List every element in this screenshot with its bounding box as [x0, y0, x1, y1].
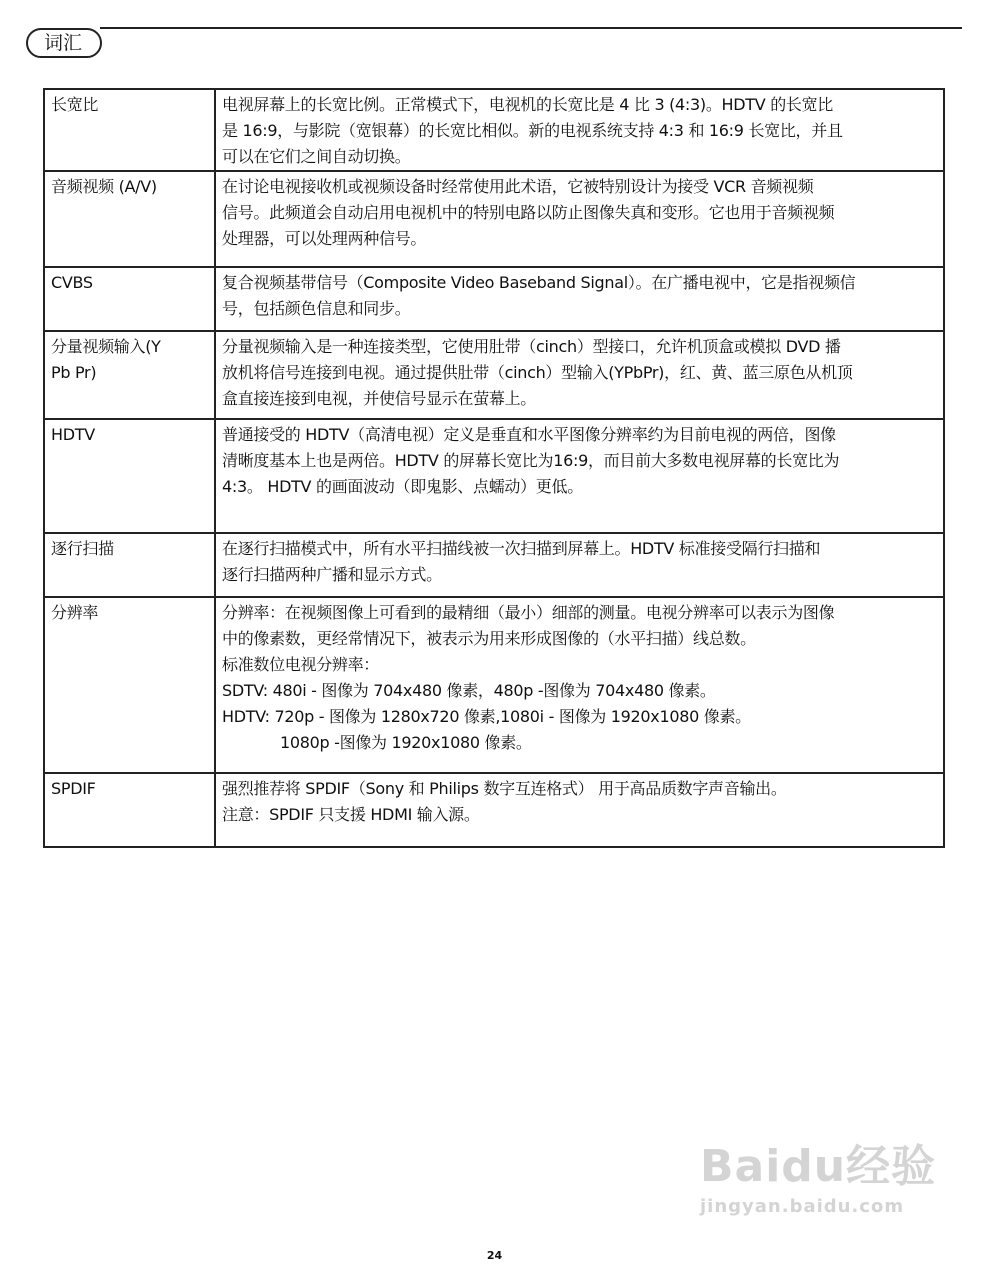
term-cell	[44, 533, 215, 597]
definition-line: 可以在它们之间自动切换。	[222, 147, 411, 166]
page-number: 24	[486, 1249, 503, 1262]
definition-cell	[215, 331, 944, 419]
definition-line: 复合视频基带信号（Composite Video Baseband Signal）。在广播电视中，它是指视频信	[222, 273, 856, 292]
definition-line: 电视屏幕上的长宽比例。正常模式下，电视机的长宽比是 4 比 3 (4:3)。HDTV 的长宽比	[222, 95, 833, 114]
definition-line: 在逐行扫描模式中，所有水平扫描线被一次扫描到屏幕上。HDTV 标准接受隔行扫描和	[222, 539, 821, 558]
term-text: 音频视频 (A/V)	[51, 177, 157, 196]
definition-line: 盒直接连接到电视，并使信号显示在萤幕上。	[222, 389, 537, 408]
glossary-row	[44, 331, 944, 419]
term-cell	[44, 419, 215, 533]
definition-line: SDTV: 480i - 图像为 704x480 像素，480p -图像为 704x480 像素。	[222, 681, 716, 700]
definition-line: 逐行扫描两种广播和显示方式。	[222, 565, 442, 584]
definition-line: 信号。此频道会自动启用电视机中的特别电路以防止图像失真和变形。它也用于音频视频	[222, 203, 835, 222]
definition-cell	[215, 89, 944, 171]
definition-cell	[215, 773, 944, 847]
term-text: SPDIF	[51, 779, 96, 798]
definition-line: 是 16:9，与影院（宽银幕）的长宽比相似。新的电视系统支持 4:3 和 16:9 长宽比，并且	[222, 121, 843, 140]
term-text: 逐行扫描	[51, 539, 114, 558]
term-cell	[44, 773, 215, 847]
definition-line: 强烈推荐将 SPDIF（Sony 和 Philips 数字互连格式） 用于高品质数字声音输出。	[222, 779, 787, 798]
definition-line: 号，包括颜色信息和同步。	[222, 299, 411, 318]
term-text: Pb Pr)	[51, 363, 97, 382]
watermark-url: jingyan.baidu.com	[700, 1196, 905, 1217]
definition-line: 分辨率：在视频图像上可看到的最精细（最小）细部的测量。电视分辨率可以表示为图像	[222, 603, 835, 622]
term-cell	[44, 597, 215, 773]
definition-cell	[215, 419, 944, 533]
glossary-table	[43, 88, 945, 848]
definition-line: 处理器，可以处理两种信号。	[222, 229, 427, 248]
definition-cell	[215, 597, 944, 773]
definition-cell	[215, 171, 944, 267]
watermark-logo	[700, 1130, 936, 1217]
definition-line: 放机将信号连接到电视。通过提供肚带（cinch）型输入(YPbPr)，红、黄、蓝三原色从机顶	[222, 363, 853, 382]
definition-line: 中的像素数，更经常情况下，被表示为用来形成图像的（水平扫描）线总数。	[222, 629, 756, 648]
term-cell	[44, 171, 215, 267]
definition-line: 在讨论电视接收机或视频设备时经常使用此术语，它被特别设计为接受 VCR 音频视频	[222, 177, 814, 196]
glossary-row	[44, 267, 944, 331]
definition-line: HDTV: 720p - 图像为 1280x720 像素,1080i - 图像为 1920x1080 像素。	[222, 707, 751, 726]
term-text: 分辨率	[51, 603, 99, 622]
definition-line: 普通接受的 HDTV（高清电视）定义是垂直和水平图像分辨率约为目前电视的两倍，图像	[222, 425, 836, 444]
definition-line: 分量视频输入是一种连接类型，它使用肚带（cinch）型接口，允许机顶盒或模拟 DVD 播	[222, 337, 841, 356]
definition-cell	[215, 533, 944, 597]
glossary-row	[44, 89, 944, 171]
header-rule	[100, 27, 962, 29]
glossary-row	[44, 597, 944, 773]
glossary-row	[44, 419, 944, 533]
term-text: CVBS	[51, 273, 93, 292]
glossary-row	[44, 773, 944, 847]
term-cell	[44, 331, 215, 419]
term-cell	[44, 267, 215, 331]
definition-line: 1080p -图像为 1920x1080 像素。	[280, 733, 532, 752]
definition-cell	[215, 267, 944, 331]
term-text: HDTV	[51, 425, 95, 444]
definition-line: 4:3。 HDTV 的画面波动（即鬼影、点蠕动）更低。	[222, 477, 583, 496]
term-text: 长宽比	[51, 95, 99, 114]
definition-line: 标准数位电视分辨率：	[222, 655, 380, 674]
term-cell	[44, 89, 215, 171]
definition-line: 注意：SPDIF 只支援 HDMI 输入源。	[222, 805, 480, 824]
watermark-brand: Baidu经验	[700, 1141, 937, 1192]
glossary-row	[44, 533, 944, 597]
glossary-row	[44, 171, 944, 267]
term-text: 分量视频输入(Y	[51, 337, 161, 356]
definition-line: 清晰度基本上也是两倍。HDTV 的屏幕长宽比为16:9，而目前大多数电视屏幕的长宽比为	[222, 451, 840, 470]
section-title: 词汇	[26, 28, 102, 58]
